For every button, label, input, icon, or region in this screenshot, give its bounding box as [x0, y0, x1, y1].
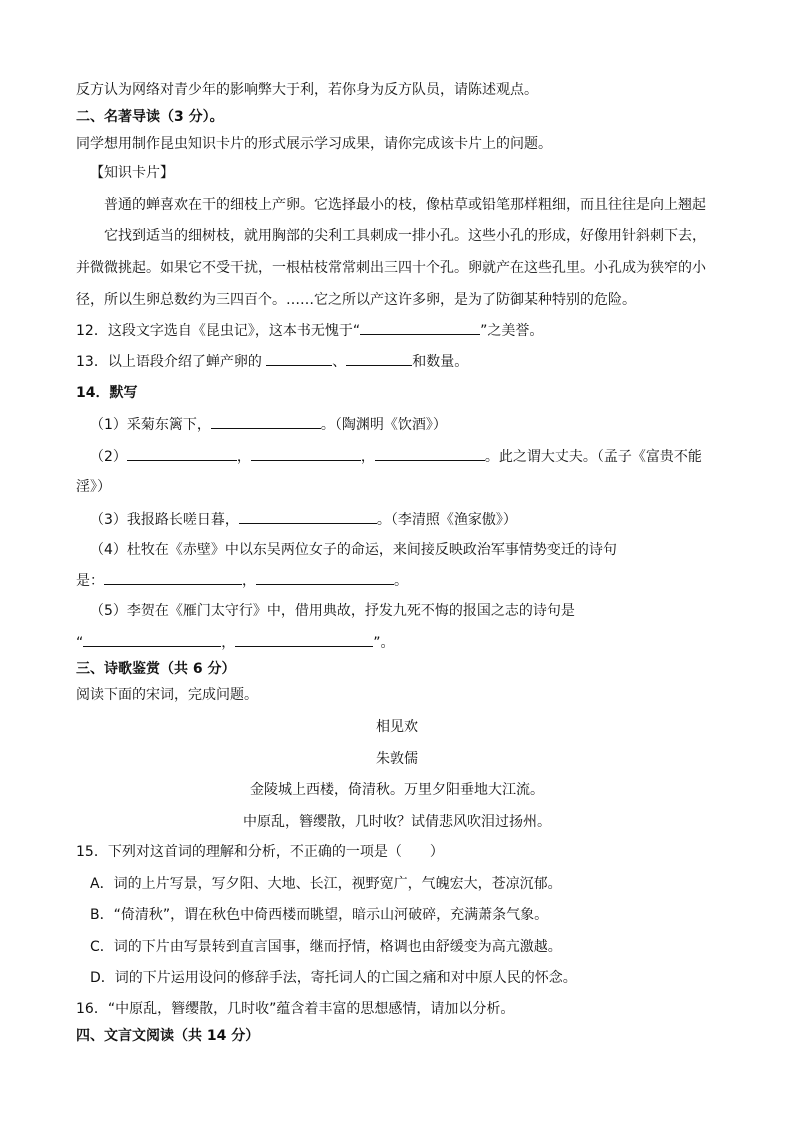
q14-5-comma: ，	[221, 635, 236, 651]
q14-5-open: “	[76, 635, 84, 651]
q14-item-5: （5）李贺在《雁门太守行》中，借用典故，抒发九死不悔的报国之志的诗句是	[90, 603, 575, 619]
passage-line: 普通的蝉喜欢在干的细枝上产卵。它选择最小的枝，像枯草或铅笔那样粗细，而且往往是向上翘起	[104, 197, 706, 213]
q12-text: 12．这段文字选自《昆虫记》，这本书无愧于“	[76, 323, 361, 339]
q14-2-source: 。此之谓大丈夫。（孟子《富贵不能	[484, 449, 702, 465]
q14-item-3	[90, 509, 517, 530]
q12-blank[interactable]	[360, 320, 480, 335]
poem-line: 中原乱，簪缨散，几时收？试倩悲风吹泪过扬州。	[243, 814, 551, 830]
poem-line: 金陵城上西楼，倚清秋。万里夕阳垂地大江流。	[250, 782, 544, 798]
q14-1-source: 。（陶渊明《饮酒》）	[320, 417, 447, 433]
q15-option-c[interactable]: C．词的下片由写景转到直言国事，继而抒情，格调也由舒缓变为高亢激越。	[90, 939, 562, 955]
q14-4-comma: ，	[242, 573, 256, 589]
question-15: 15．下列对这首词的理解和分析，不正确的一项是（ ）	[76, 844, 444, 860]
q14-5-blank-1[interactable]	[83, 632, 221, 647]
q15-option-a[interactable]: A．词的上片写景，写夕阳、大地、长江，视野宽广，气魄宏大，苍凉沉郁。	[90, 876, 562, 892]
q12-suffix: ”之美誉。	[480, 323, 544, 339]
passage-line: 它找到适当的细树枝，就用胸部的尖利工具刺成一排小孔。这些小孔的形成，好像用针斜刺下去，	[104, 228, 706, 244]
q14-2-blank-1[interactable]	[127, 446, 237, 461]
q14-2-comma: ，	[236, 449, 251, 465]
q13-blank-2[interactable]	[346, 351, 412, 366]
q13-suffix: 和数量。	[412, 354, 469, 370]
question-16: 16．“中原乱，簪缨散，几时收”蕴含着丰富的思想感情，请加以分析。	[76, 1001, 515, 1017]
question-13	[76, 351, 468, 372]
q14-3-text: （3）我报路长嗟日暮，	[90, 512, 239, 528]
poem-author: 朱敦儒	[376, 751, 418, 767]
q14-4-end: 。	[394, 573, 408, 589]
q14-4-blank-2[interactable]	[256, 570, 394, 585]
section3-title: 三、诗歌鉴赏（共 6 分）	[76, 661, 236, 677]
passage-line: 并微微挑起。如果它不受干扰，一根枯枝常常刺出三四十个孔。卵就产在这些孔里。小孔成为狭窄的小	[76, 260, 706, 276]
q14-item-1	[90, 414, 447, 435]
intro-line: 反方认为网络对青少年的影响弊大于利，若你身为反方队员，请陈述观点。	[76, 82, 538, 98]
q14-item-5-cont	[76, 632, 395, 653]
section2-title: 二、名著导读（3 分）。	[76, 109, 224, 125]
q15-option-b[interactable]: B．“倚清秋”，谓在秋色中倚西楼而眺望，暗示山河破碎，充满萧条气象。	[90, 907, 549, 923]
section4-title: 四、文言文阅读（共 14 分）	[76, 1028, 260, 1044]
q13-sep: 、	[332, 354, 347, 370]
section3-intro: 阅读下面的宋词，完成问题。	[76, 687, 258, 703]
q15-option-d[interactable]: D．词的下片运用设问的修辞手法，寄托词人的亡国之痛和对中原人民的怀念。	[90, 970, 577, 986]
section2-intro: 同学想用制作昆虫知识卡片的形式展示学习成果，请你完成该卡片上的问题。	[76, 136, 552, 152]
q14-2-blank-3[interactable]	[375, 446, 485, 461]
q14-2-blank-2[interactable]	[251, 446, 361, 461]
q14-1-blank[interactable]	[211, 414, 321, 429]
q14-2-text: （2）	[90, 449, 127, 465]
poem-title: 相见欢	[376, 719, 418, 735]
q14-3-blank[interactable]	[239, 509, 377, 524]
card-label: 【知识卡片】	[90, 165, 174, 181]
q14-4-prefix: 是：	[76, 573, 104, 589]
q14-item-4: （4）杜牧在《赤壁》中以东吴两位女子的命运，来间接反映政治军事情势变迁的诗句	[90, 542, 617, 558]
question-12	[76, 320, 543, 341]
q14-1-text: （1）采菊东篱下，	[90, 417, 211, 433]
q14-3-source: 。（李清照《渔家傲》）	[376, 512, 517, 528]
q14-5-blank-2[interactable]	[235, 632, 373, 647]
q14-4-blank-1[interactable]	[104, 570, 242, 585]
q14-item-2-cont: 淫》）	[76, 479, 111, 495]
q14-item-4-cont	[76, 570, 408, 591]
q14-2-comma: ，	[360, 449, 375, 465]
q13-text: 13．以上语段介绍了蝉产卵的	[76, 354, 262, 370]
q13-blank-1[interactable]	[266, 351, 332, 366]
q14-item-2	[90, 446, 702, 467]
passage-line: 径，所以生卵总数约为三四百个。……它之所以产这许多卵，是为了防御某种特别的危险。	[76, 292, 636, 308]
question-14-title: 14．默写	[76, 385, 138, 401]
q14-5-close: ”。	[373, 635, 395, 651]
